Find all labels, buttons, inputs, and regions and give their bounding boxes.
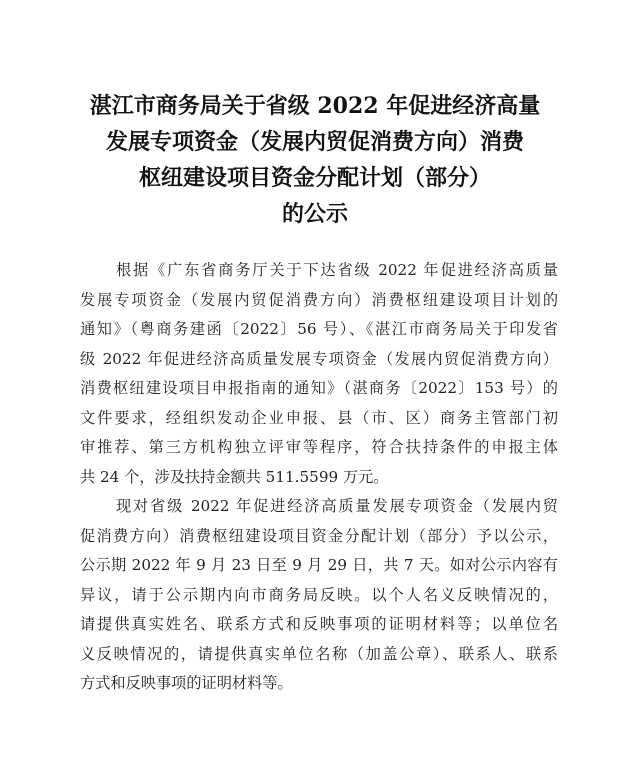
paragraph-line: 根据《广东省商务厅关于下达省级 2022 年促进经济高质量 <box>116 261 558 279</box>
paragraph-line: 共 24 个，涉及扶持金额共 511.5599 万元。 <box>80 467 389 486</box>
paragraph-line: 异议，请于公示期内向市商务局反映。以个人名义反映情况的， <box>80 585 558 604</box>
paragraph-line: 通知》（粤商务建函〔2022〕56 号）、《湛江市商务局关于印发省 <box>80 320 558 338</box>
title-line: 湛江市商务局关于省级 2022 年促进经济高量 <box>89 93 541 119</box>
paragraph-line: 级 2022 年促进经济高质量发展专项资金（发展内贸促消费方向） <box>80 349 558 368</box>
paragraph-line: 请提供真实姓名、联系方式和反映事项的证明材料等；以单位名 <box>80 615 558 633</box>
paragraph-line: 审推荐、第三方机构独立评审等程序，符合扶持条件的申报主体 <box>80 438 558 456</box>
paragraph-line: 义反映情况的，请提供真实单位名称（加盖公章）、联系人、联系 <box>80 644 558 663</box>
paragraph-line: 发展专项资金（发展内贸促消费方向）消费枢纽建设项目计划的 <box>80 290 558 309</box>
paragraph-line: 文件要求，经组织发动企业申报、县（市、区）商务主管部门初 <box>80 408 558 427</box>
document-body <box>80 256 558 699</box>
title-line: 发展专项资金（发展内贸促消费方向）消费 <box>105 129 524 155</box>
paragraph-line: 消费枢纽建设项目申报指南的通知》（湛商务〔2022〕153 号）的 <box>80 379 558 397</box>
document-title <box>60 88 570 232</box>
paragraph-line: 现对省级 2022 年促进经济高质量发展专项资金（发展内贸 <box>116 497 558 515</box>
paragraph-line: 公示期 2022 年 9 月 23 日至 9 月 29 日，共 7 天。如对公示内容有 <box>80 556 558 574</box>
paragraph-line: 方式和反映事项的证明材料等。 <box>80 674 293 692</box>
title-line: 枢纽建设项目资金分配计划（部分） <box>138 165 491 191</box>
paragraph-line: 促消费方向）消费枢纽建设项目资金分配计划（部分）予以公示， <box>80 526 558 545</box>
title-line: 的公示 <box>281 201 348 227</box>
